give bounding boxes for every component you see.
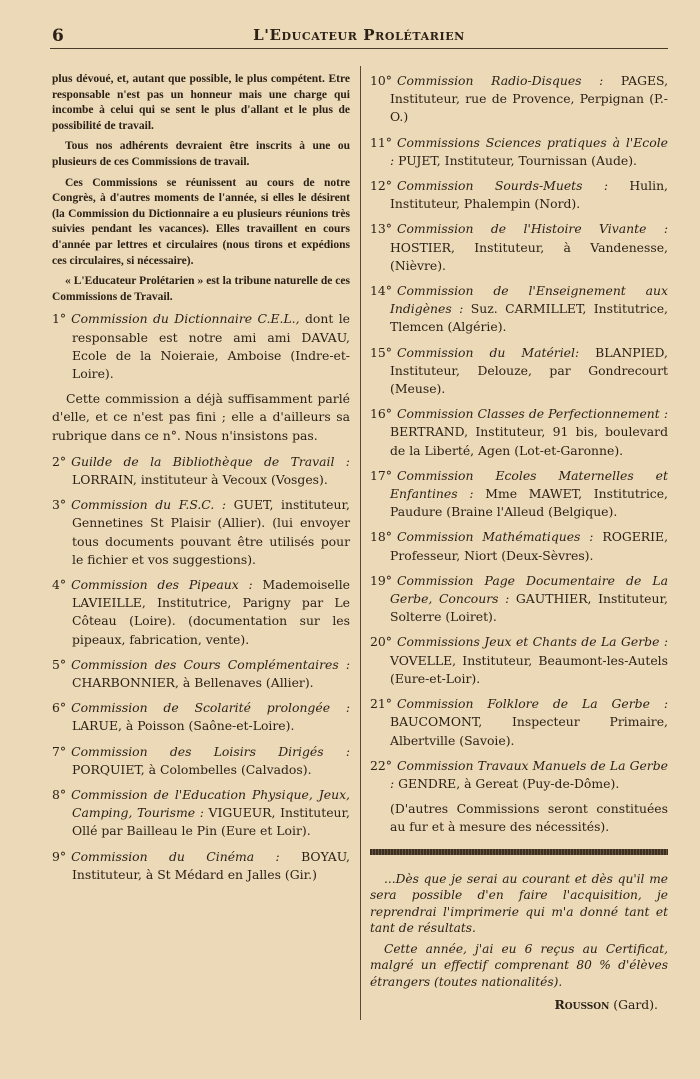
item-number: 11° xyxy=(370,134,392,150)
commission-name: Commission du Matériel: xyxy=(396,344,580,360)
commission-name: Guilde de la Bibliothèque de Travail : xyxy=(71,453,350,469)
item-number: 5° xyxy=(52,656,67,672)
intro-text xyxy=(52,72,350,305)
commission-contact: GAUTHIER, Instituteur, Solterre (Loiret). xyxy=(390,591,668,625)
commission-item xyxy=(370,405,668,460)
quote-paragraph: Cette année, j'ai eu 6 reçus au Certificat, malgré un effectif comprenant 80 % d'élèves étrangers (toutes nationalités). xyxy=(370,941,668,990)
commission-name: Commission des Cours Complémentaires : xyxy=(71,656,350,672)
commission-contact: BOYAU, Instituteur, à St Médard en Jalles (Gir.) xyxy=(72,848,350,882)
commission-item xyxy=(52,576,350,649)
item-number: 9° xyxy=(52,848,67,864)
commission-name: Commission Ecoles Maternelles et Enfantines : xyxy=(390,467,668,502)
commission-contact: VOVELLE, Instituteur, Beaumont-les-Autels (Eure-et-Loir). xyxy=(390,652,668,686)
commission-contact: PAGES, Instituteur, rue de Provence, Perpignan (P.-O.) xyxy=(390,73,669,125)
commission-contact: LARUE, à Poisson (Saône-et-Loire). xyxy=(72,718,295,734)
commission-name: Commission Sourds-Muets : xyxy=(396,178,609,194)
closing-note: (D'autres Commissions seront constituées au fur et à mesure des nécessités). xyxy=(390,801,668,835)
commission-note: Cette commission a déjà suffisamment parlé d'elle, et ce n'est pas fini ; elle a d'ailleurs sa rubrique dans ce n°. Nous n'insistons pas. xyxy=(52,391,350,443)
commission-contact: GENDRE, à Gereat (Puy-de-Dôme). xyxy=(394,775,620,791)
commission-name: Commissions Jeux et Chants de La Gerbe : xyxy=(396,634,668,650)
commission-item xyxy=(370,177,668,213)
item-number: 20° xyxy=(370,634,392,650)
intro-paragraph: plus dévoué, et, autant que possible, le plus compétent. Etre responsable n'est pas un honneur mais une charge qui incombe à celui qui se sent le plus d'allant et le plus de possibilité de travail. xyxy=(52,73,350,132)
commission-contact: dont le responsable est notre ami ami DAVAU, Ecole de la Noieraie, Amboise (Indre-et-Loire). xyxy=(72,311,351,381)
commission-contact: Suz. CARMILLET, Institutrice, Tlemcen (Algérie). xyxy=(390,301,668,335)
commission-name: Commission de Scolarité prolongée : xyxy=(71,700,350,716)
item-number: 13° xyxy=(370,221,392,237)
commission-contact: PORQUIET, à Colombelles (Calvados). xyxy=(72,761,312,777)
item-number: 3° xyxy=(52,497,67,513)
commission-item xyxy=(370,220,668,275)
commission-item xyxy=(370,757,668,793)
commission-contact: ROGERIE, Professeur, Niort (Deux-Sèvres). xyxy=(390,529,669,563)
commission-name: Commission des Loisirs Dirigés : xyxy=(71,743,350,759)
commission-name: Commission Mathématiques : xyxy=(396,529,594,545)
commission-item xyxy=(52,743,350,779)
commission-item xyxy=(370,528,668,564)
commission-item xyxy=(370,633,668,688)
commission-name: Commission Radio-Disques : xyxy=(396,73,604,88)
signature-place: (Gard). xyxy=(609,996,658,1012)
item-number: 22° xyxy=(370,757,392,773)
item-number: 14° xyxy=(370,283,392,299)
commission-name: Commissions Sciences pratiques à l'Ecole : xyxy=(390,134,668,168)
left-column xyxy=(52,72,350,891)
commission-item xyxy=(52,656,350,692)
journal-title: L'Educateur Prolétarien xyxy=(253,26,465,44)
commission-contact: Mme MAWET, Institutrice, Paudure (Braine l'Alleud (Belgique). xyxy=(390,486,668,520)
commission-contact: LORRAIN, instituteur à Vecoux (Vosges). xyxy=(72,471,328,487)
commission-contact: HOSTIER, Instituteur, à Vandenesse, (Nièvre). xyxy=(390,239,668,273)
page-header xyxy=(50,24,668,49)
commission-name: Commission Folklore de La Gerbe : xyxy=(396,696,668,712)
commission-contact: Hulin, Instituteur, Phalempin (Nord). xyxy=(390,178,668,212)
commission-name: Commission Page Documentaire de La Gerbe, Concours : xyxy=(390,572,668,607)
commission-contact: GUET, instituteur, Gennetines St Plaisir (Allier). (lui envoyer tous documents pouvant être utilisés pour le fichier et vos suggestions). xyxy=(72,497,350,567)
commission-name: Commission du Dictionnaire C.E.L., xyxy=(71,311,300,327)
item-number: 15° xyxy=(370,344,392,360)
item-number: 8° xyxy=(52,786,67,802)
intro-paragraph: « L'Educateur Prolétarien » est la tribune naturelle de ces Commissions de Travail. xyxy=(52,275,350,303)
commission-name: Commission du Cinéma : xyxy=(71,848,280,864)
commission-contact: BLANPIED, Instituteur, Delouze, par Gondrecourt (Meuse). xyxy=(390,344,668,397)
commission-name: Commission Travaux Manuels de La Gerbe : xyxy=(390,757,668,791)
commission-contact: Mademoiselle LAVIEILLE, Institutrice, Parigny par Le Côteau (Loire). (documentation sur les pipeaux, fabrication, vente). xyxy=(72,576,350,647)
right-column xyxy=(370,72,668,1012)
commission-contact: VIGUEUR, Instituteur, Ollé par Bailleau le Pin (Eure et Loir). xyxy=(72,805,350,839)
quote-paragraph: ...Dès que je serai au courant et dès qu'il me sera possible d'en faire l'acquisition, je reprendrai l'imprimerie qui m'a donné tant et tant de résultats. xyxy=(370,871,668,936)
commission-name: Commission des Pipeaux : xyxy=(71,576,253,592)
commission-item xyxy=(370,72,668,127)
item-number: 21° xyxy=(370,696,392,712)
item-number: 7° xyxy=(52,743,67,759)
commission-contact: BAUCOMONT, Inspecteur Primaire, Albertville (Savoie). xyxy=(390,714,668,748)
commission-name: Commission de l'Histoire Vivante : xyxy=(396,221,668,237)
commission-item xyxy=(52,786,350,841)
commission-item xyxy=(52,310,350,383)
item-number: 16° xyxy=(370,406,392,422)
intro-paragraph: Tous nos adhérents devraient être inscrits à une ou plusieurs de ces Commissions de travail. xyxy=(52,140,350,168)
commission-item xyxy=(370,134,668,170)
commission-contact: PUJET, Instituteur, Tournissan (Aude). xyxy=(394,152,637,168)
commission-item xyxy=(370,344,668,399)
signature-name: Rousson xyxy=(554,996,610,1012)
commission-item xyxy=(370,695,668,750)
item-number: 2° xyxy=(52,453,67,469)
commission-item xyxy=(52,848,350,884)
commission-item xyxy=(52,453,350,489)
page-number: 6 xyxy=(52,26,64,46)
item-number: 12° xyxy=(370,178,392,194)
commission-name: Commission de l'Education Physique, Jeux, Camping, Tourisme : xyxy=(71,786,350,821)
commission-contact: CHARBONNIER, à Bellenaves (Allier). xyxy=(72,674,314,690)
commission-name: Commission du F.S.C. : xyxy=(71,497,227,513)
item-number: 4° xyxy=(52,576,67,592)
item-number: 19° xyxy=(370,572,392,588)
signature xyxy=(370,997,668,1012)
item-number: 18° xyxy=(370,529,392,545)
commission-name: Commission de l'Enseignement aux Indigènes : xyxy=(390,283,668,317)
commission-item xyxy=(370,282,668,337)
commission-item xyxy=(52,496,350,569)
commission-item xyxy=(370,467,668,522)
reader-quote xyxy=(370,871,668,991)
commission-item xyxy=(370,572,668,627)
column-divider xyxy=(360,66,361,1020)
item-number: 10° xyxy=(370,73,392,88)
commission-contact: BERTRAND, Instituteur, 91 bis, boulevard de la Liberté, Agen (Lot-et-Garonne). xyxy=(390,424,668,458)
commission-name: Commission Classes de Perfectionnement : xyxy=(396,406,668,422)
section-divider xyxy=(370,849,668,855)
intro-paragraph: Ces Commissions se réunissent au cours de notre Congrès, à d'autres moments de l'année, si elles le désirent (la Commission du Dictionnaire a eu plusieurs réunions très suivies pendant les vacances). Elles travaillent en cours d'année par lettres et circulaires (nous tirons et expédions ces circulaires, si nécessaire). xyxy=(52,176,350,267)
commission-item xyxy=(52,699,350,735)
item-number: 1° xyxy=(52,311,67,327)
item-number: 6° xyxy=(52,700,67,716)
item-number: 17° xyxy=(370,467,392,483)
